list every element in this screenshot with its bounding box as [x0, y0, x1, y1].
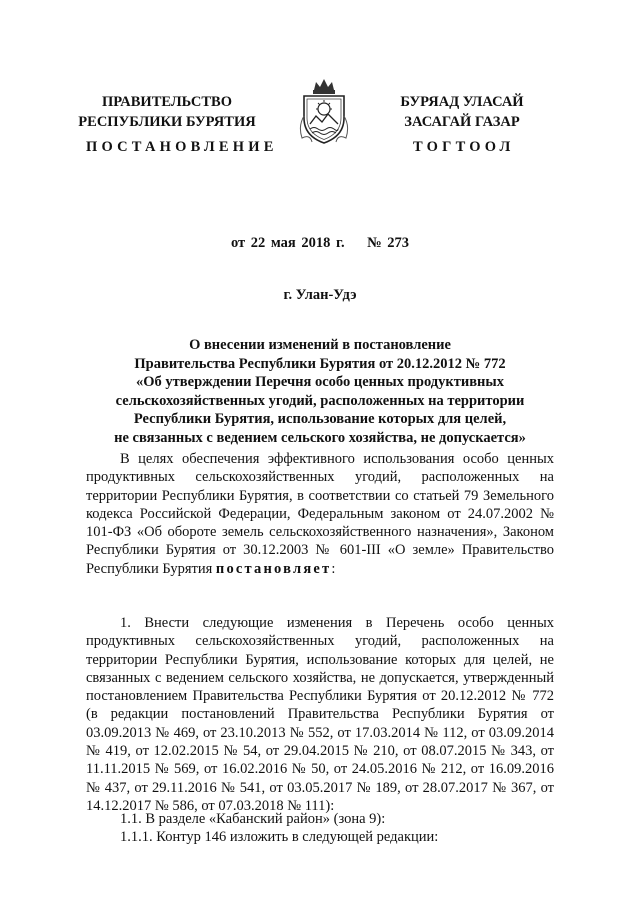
decree-verb: постановляет — [215, 560, 332, 577]
title-line: Республики Бурятия, использование которых для целей, — [133, 411, 507, 428]
clause-1-1-1: 1.1.1. Контур 146 изложить в следующей редакции: — [120, 829, 439, 845]
coat-of-arms-icon — [296, 76, 352, 146]
header-right-line-2: ЗАСАГАЙ ГАЗАР — [404, 114, 520, 130]
title-line: не связанных с ведением сельского хозяйства, не допускается» — [114, 429, 526, 446]
title-line: сельскохозяйственных угодий, расположенных на территории — [115, 392, 525, 409]
header-right — [362, 92, 562, 132]
decree-city: г. Улан-Удэ — [283, 287, 357, 303]
decree-label-buryat: ТОГТООЛ — [413, 139, 515, 155]
document-title — [60, 336, 580, 448]
header-left — [62, 92, 272, 132]
header-right-line-1: БУРЯАД УЛАСАЙ — [400, 94, 524, 110]
title-line: О внесении изменений в постановление — [189, 337, 451, 353]
header-left-line-2: РЕСПУБЛИКИ БУРЯТИЯ — [78, 114, 256, 130]
clause-1-paragraph: 1. Внести следующие изменения в Перечень особо ценных продуктивных сельскохозяйственных угодий, расположенных на территории Республики Бурятия, использование которых для целей, не связанных с ведением сельского хозяйства, не допускается, утвержденный постановлением Правительства Республики Бурятия от 20.12.2012 № 772 (в редакции постановлений Правительства Республики Бурятия от 03.09.2013 № 469, от 23.10.2013 № 552, от 17.03.2014 № 112, от 03.09.2014 № 419, от 12.02.2015 № 54, от 29.04.2015 № 210, от 08.07.2015 № 343, от 11.11.2015 № 569, от 16.02.2016 № 50, от 24.05.2016 № 212, от 16.09.2016 № 437, от 29.11.2016 № 541, от 03.05.2017 № 189, от 28.07.2017 № 367, от 14.12.2017 № 586, от 07.03.2018 № 111): — [86, 615, 554, 814]
preamble-text: В целях обеспечения эффективного использования особо ценных продуктивных сельскохозяйственных угодий, расположенных на территории Республики Бурятия, в соответствии со статьей 79 Земельного кодекса Российской Федерации, Федеральным законом от 24.07.2002 № 101-ФЗ «Об обороте земель сельскохозяйственного назначения», Законом Республики Бурятия от 30.12.2003 № 601-III «О земле» Правительство Республики Бурятия — [86, 451, 554, 577]
preamble-end: : — [331, 560, 336, 577]
header-left-line-1: ПРАВИТЕЛЬСТВО — [102, 94, 232, 110]
title-line: «Об утверждении Перечня особо ценных продуктивных — [136, 374, 504, 391]
decree-label-russian: ПОСТАНОВЛЕНИЕ — [86, 139, 278, 155]
preamble-paragraph — [86, 450, 554, 578]
title-line: Правительства Республики Бурятия от 20.12.2012 № 772 — [134, 355, 506, 372]
decree-date-number: от 22 мая 2018 г. № 273 — [230, 235, 410, 251]
clause-1-1: 1.1. В разделе «Кабанский район» (зона 9): — [120, 811, 386, 827]
